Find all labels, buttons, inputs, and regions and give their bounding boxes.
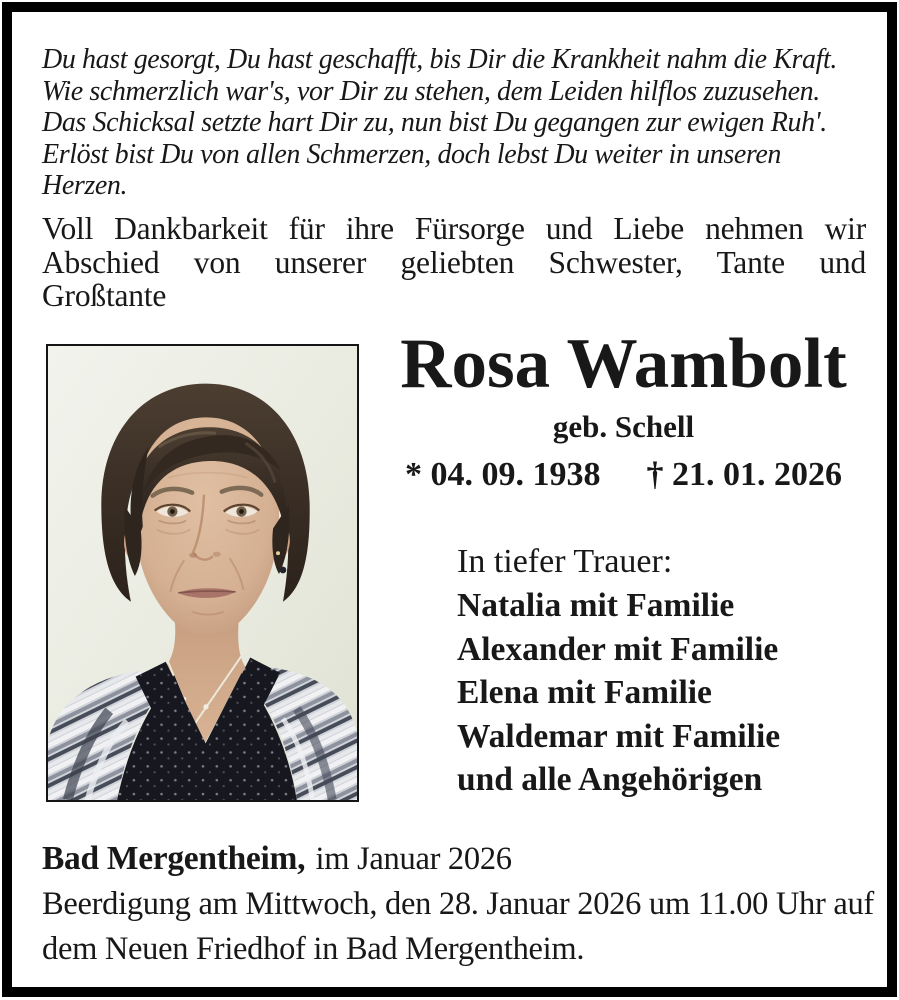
- mourner-name-2: Alexander mit Familie: [457, 630, 779, 668]
- ear-stud: [276, 551, 280, 555]
- intro-line-2: Abschied von unserer geliebten Schwester, Tante und: [42, 244, 866, 280]
- intro-line-1: Voll Dankbarkeit für ihre Fürsorge und Liebe nehmen wir: [42, 211, 866, 246]
- funeral-info: [42, 836, 882, 972]
- place-date-line: [42, 836, 882, 882]
- date-note: im Januar 2026: [315, 841, 512, 877]
- poem-line-4: Erlöst bist Du von allen Schmerzen, doch lebst Du weiter in unseren Herzen.: [42, 138, 781, 201]
- mourner-name-4: Waldemar mit Familie: [457, 717, 781, 755]
- earring: [280, 567, 287, 574]
- deceased-name: Rosa Wambolt: [400, 325, 847, 403]
- birth-date: * 04. 09. 1938: [405, 456, 601, 493]
- mourner-name-3: Elena mit Familie: [457, 674, 712, 711]
- poem-line-1: Du hast gesorgt, Du hast geschafft, bis Dir die Krankheit nahm die Kraft.: [42, 44, 837, 75]
- intro-line-3: Großtante: [42, 278, 167, 313]
- portrait-photo: [46, 344, 359, 802]
- intro-paragraph: [42, 212, 866, 313]
- mourning-heading: In tiefer Trauer:: [457, 543, 673, 580]
- place-name: Bad Mergentheim,: [42, 840, 306, 877]
- death-date: † 21. 01. 2026: [646, 456, 842, 493]
- memorial-poem: [42, 44, 870, 202]
- funeral-line-2: dem Neuen Friedhof in Bad Mergentheim.: [42, 931, 585, 967]
- mourner-name-5: und alle Angehörigen: [457, 761, 763, 798]
- mourner-name-1: Natalia mit Familie: [457, 587, 735, 624]
- mourners-block: [457, 540, 780, 802]
- poem-line-2: Wie schmerzlich war's, vor Dir zu stehen, dem Leiden hilflos zuzusehen.: [42, 75, 820, 107]
- life-dates: [365, 458, 882, 492]
- deceased-block: [365, 325, 882, 493]
- poem-line-3: Das Schicksal setzte hart Dir zu, nun bist Du gegangen zur ewigen Ruh'.: [42, 107, 827, 138]
- funeral-line-1: Beerdigung am Mittwoch, den 28. Januar 2026 um 11.00 Uhr auf: [42, 886, 874, 922]
- portrait-illustration: [48, 346, 357, 800]
- maiden-name: geb. Schell: [552, 409, 695, 444]
